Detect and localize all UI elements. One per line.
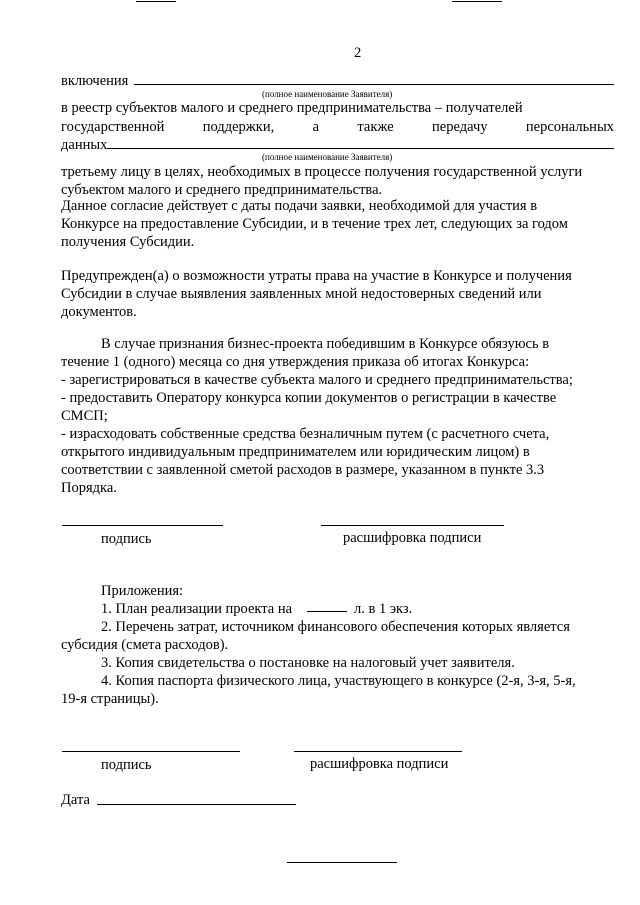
attachment-pages-blank[interactable] <box>307 611 347 612</box>
signature-decode-line-2[interactable] <box>294 751 462 752</box>
obligation-line-9: Порядка. <box>61 480 117 496</box>
warning-line-1: Предупрежден(а) о возможности утраты права на участие в Конкурсе и получения <box>61 268 572 284</box>
signature-line-1[interactable] <box>62 525 223 526</box>
consent-line-2: в реестр субъектов малого и среднего предпринимательства – получателей <box>61 100 523 116</box>
obligation-line-2: течение 1 (одного) месяца со дня утверждения приказа об итогах Конкурса: <box>61 354 530 370</box>
consent-line-4-prefix: данных <box>61 137 108 153</box>
attachment-item-2-line-1: 2. Перечень затрат, источником финансового обеспечения которых является <box>101 619 570 635</box>
consent-line-6: субъектом малого и среднего предпринимательства. <box>61 182 383 198</box>
warning-line-2: Субсидии в случае выявления заявленных мной недостоверных сведений или <box>61 286 542 302</box>
attachments-title: Приложения: <box>101 583 184 599</box>
obligation-line-6: - израсходовать собственные средства безналичным путем (с расчетного счета, <box>61 426 550 442</box>
consent-line-9: получения Субсидии. <box>61 234 195 250</box>
signature-label-1: подпись <box>101 531 152 547</box>
signature-decode-label-1: расшифровка подписи <box>343 530 482 546</box>
date-line[interactable] <box>97 804 296 805</box>
obligation-line-8: соответствии с заявленной сметой расходов в размере, указанном в пункте 3.3 <box>61 462 545 478</box>
attachment-item-1-suffix: л. в 1 экз. <box>354 601 413 617</box>
obligation-line-4: - предоставить Оператору конкурса копии документов о регистрации в качестве <box>61 390 557 406</box>
signature-line-2[interactable] <box>62 751 240 752</box>
consent-line-1-prefix: включения <box>61 73 129 89</box>
attachment-item-1-prefix: 1. План реализации проекта на <box>101 601 293 617</box>
applicant-name-caption-1: (полное наименование Заявителя) <box>262 89 393 99</box>
word: персональных <box>525 119 614 135</box>
word: а <box>312 119 320 135</box>
signature-decode-line-1[interactable] <box>321 525 504 526</box>
attachment-item-3: 3. Копия свидетельства о постановке на налоговый учет заявителя. <box>101 655 515 671</box>
word: поддержки, <box>202 119 275 135</box>
page-number: 2 <box>354 45 362 61</box>
date-label: Дата <box>61 792 90 808</box>
bottom-separator <box>287 862 397 863</box>
consent-line-8: Конкурсе на предоставление Субсидии, и в течение трех лет, следующих за годом <box>61 216 568 232</box>
applicant-name-caption-2: (полное наименование Заявителя) <box>262 152 393 162</box>
consent-line-3 <box>61 117 614 137</box>
warning-line-3: документов. <box>61 304 137 320</box>
attachment-item-4-line-2: 19-я страницы). <box>61 691 159 707</box>
obligation-line-3: - зарегистрироваться в качестве субъекта малого и среднего предпринимательства; <box>61 372 573 388</box>
word: передачу <box>432 119 488 135</box>
attachment-item-2-line-2: субсидия (смета расходов). <box>61 637 229 653</box>
attachment-item-4-line-1: 4. Копия паспорта физического лица, участвующего в конкурсе (2-я, 3-я, 5-я, <box>101 673 576 689</box>
signature-decode-label-2: расшифровка подписи <box>310 756 449 772</box>
consent-line-7: Данное согласие действует с даты подачи заявки, необходимой для участия в <box>61 198 538 214</box>
top-remnant-line <box>136 1 176 2</box>
obligation-line-5: СМСП; <box>61 408 108 424</box>
word: также <box>357 119 394 135</box>
applicant-name-line-1[interactable] <box>134 84 614 85</box>
applicant-name-line-2[interactable] <box>107 148 614 149</box>
obligation-line-1: В случае признания бизнес-проекта победившим в Конкурсе обязуюсь в <box>101 336 550 352</box>
word: государственной <box>61 119 165 135</box>
consent-line-5: третьему лицу в целях, необходимых в процессе получения государственной услуги <box>61 164 583 180</box>
obligation-line-7: открытого индивидуальным предпринимателем или юридическим лицом) в <box>61 444 530 460</box>
top-remnant-line <box>452 1 502 2</box>
signature-label-2: подпись <box>101 757 152 773</box>
